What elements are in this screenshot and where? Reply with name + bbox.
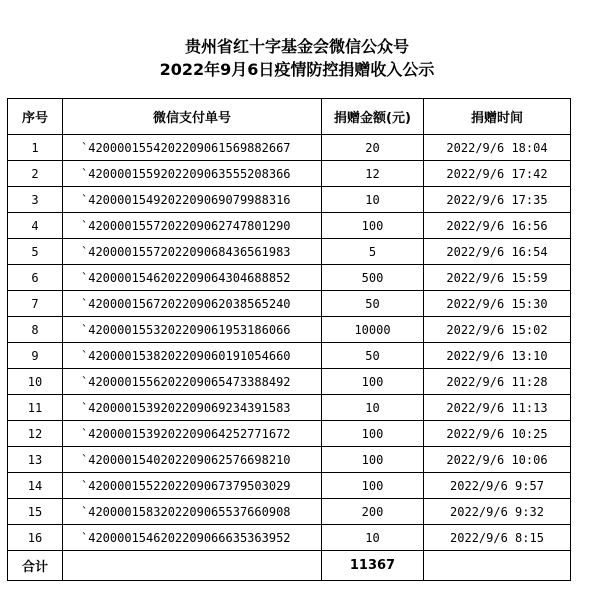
row-index: 2: [8, 161, 63, 187]
table-row: [8, 525, 571, 551]
row-payment-number: `4200001552202209067379503029: [63, 473, 322, 499]
total-row: [8, 551, 571, 581]
table-row: [8, 343, 571, 369]
document-title: 贵州省红十字基金会微信公众号: [184, 37, 409, 56]
row-amount: 10000: [322, 317, 424, 343]
row-amount: 100: [322, 213, 424, 239]
row-amount: 20: [322, 135, 424, 161]
header-index: 序号: [8, 99, 63, 135]
row-index: 1: [8, 135, 63, 161]
row-time: 2022/9/6 18:04: [424, 135, 571, 161]
table-row: [8, 239, 571, 265]
table-row: [8, 421, 571, 447]
row-index: 8: [8, 317, 63, 343]
row-index: 10: [8, 369, 63, 395]
total-empty-cell: [424, 551, 571, 581]
row-index: 11: [8, 395, 63, 421]
row-time: 2022/9/6 8:15: [424, 525, 571, 551]
row-time: 2022/9/6 16:56: [424, 213, 571, 239]
row-payment-number: `4200001557202209068436561983: [63, 239, 322, 265]
row-time: 2022/9/6 9:57: [424, 473, 571, 499]
row-amount: 100: [322, 473, 424, 499]
row-payment-number: `4200001554202209061569882667: [63, 135, 322, 161]
total-amount: 11367: [322, 551, 424, 581]
row-index: 5: [8, 239, 63, 265]
row-payment-number: `4200001556202209065473388492: [63, 369, 322, 395]
row-payment-number: `4200001557202209062747801290: [63, 213, 322, 239]
header-amount: 捐赠金额(元): [322, 99, 424, 135]
row-amount: 50: [322, 343, 424, 369]
header-time: 捐赠时间: [424, 99, 571, 135]
row-time: 2022/9/6 9:32: [424, 499, 571, 525]
table-row: [8, 187, 571, 213]
row-payment-number: `4200001540202209062576698210: [63, 447, 322, 473]
row-index: 16: [8, 525, 63, 551]
row-amount: 50: [322, 291, 424, 317]
row-time: 2022/9/6 13:10: [424, 343, 571, 369]
row-payment-number: `4200001538202209060191054660: [63, 343, 322, 369]
row-amount: 10: [322, 187, 424, 213]
row-time: 2022/9/6 10:06: [424, 447, 571, 473]
table-row: [8, 265, 571, 291]
row-time: 2022/9/6 15:30: [424, 291, 571, 317]
table-row: [8, 161, 571, 187]
row-index: 4: [8, 213, 63, 239]
table-row: [8, 473, 571, 499]
row-payment-number: `4200001559202209063555208366: [63, 161, 322, 187]
table-row: [8, 213, 571, 239]
table-row: [8, 317, 571, 343]
row-amount: 500: [322, 265, 424, 291]
row-index: 14: [8, 473, 63, 499]
row-time: 2022/9/6 16:54: [424, 239, 571, 265]
row-time: 2022/9/6 17:42: [424, 161, 571, 187]
row-time: 2022/9/6 15:02: [424, 317, 571, 343]
total-label: 合计: [8, 551, 63, 581]
row-amount: 100: [322, 447, 424, 473]
table-row: [8, 291, 571, 317]
row-index: 9: [8, 343, 63, 369]
row-amount: 200: [322, 499, 424, 525]
table-row: [8, 395, 571, 421]
table-row: [8, 369, 571, 395]
table-row: [8, 447, 571, 473]
row-payment-number: `4200001546202209064304688852: [63, 265, 322, 291]
row-amount: 5: [322, 239, 424, 265]
row-time: 2022/9/6 11:13: [424, 395, 571, 421]
total-empty-cell: [63, 551, 322, 581]
row-payment-number: `4200001567202209062038565240: [63, 291, 322, 317]
row-index: 7: [8, 291, 63, 317]
table-row: [8, 135, 571, 161]
row-amount: 100: [322, 421, 424, 447]
row-amount: 100: [322, 369, 424, 395]
table-row: [8, 499, 571, 525]
row-payment-number: `4200001539202209069234391583: [63, 395, 322, 421]
table-header-row: [8, 99, 571, 135]
row-index: 3: [8, 187, 63, 213]
row-payment-number: `4200001546202209066635363952: [63, 525, 322, 551]
row-index: 15: [8, 499, 63, 525]
donation-table: [7, 98, 571, 581]
row-index: 13: [8, 447, 63, 473]
row-index: 12: [8, 421, 63, 447]
row-time: 2022/9/6 11:28: [424, 369, 571, 395]
row-payment-number: `4200001549202209069079988316: [63, 187, 322, 213]
row-payment-number: `4200001583202209065537660908: [63, 499, 322, 525]
row-payment-number: `4200001553202209061953186066: [63, 317, 322, 343]
row-amount: 12: [322, 161, 424, 187]
row-payment-number: `4200001539202209064252771672: [63, 421, 322, 447]
row-index: 6: [8, 265, 63, 291]
header-payment-number: 微信支付单号: [63, 99, 322, 135]
row-time: 2022/9/6 17:35: [424, 187, 571, 213]
row-time: 2022/9/6 15:59: [424, 265, 571, 291]
row-amount: 10: [322, 525, 424, 551]
row-amount: 10: [322, 395, 424, 421]
table-body: [8, 135, 571, 551]
document-subtitle: 2022年9月6日疫情防控捐赠收入公示: [159, 60, 435, 79]
row-time: 2022/9/6 10:25: [424, 421, 571, 447]
